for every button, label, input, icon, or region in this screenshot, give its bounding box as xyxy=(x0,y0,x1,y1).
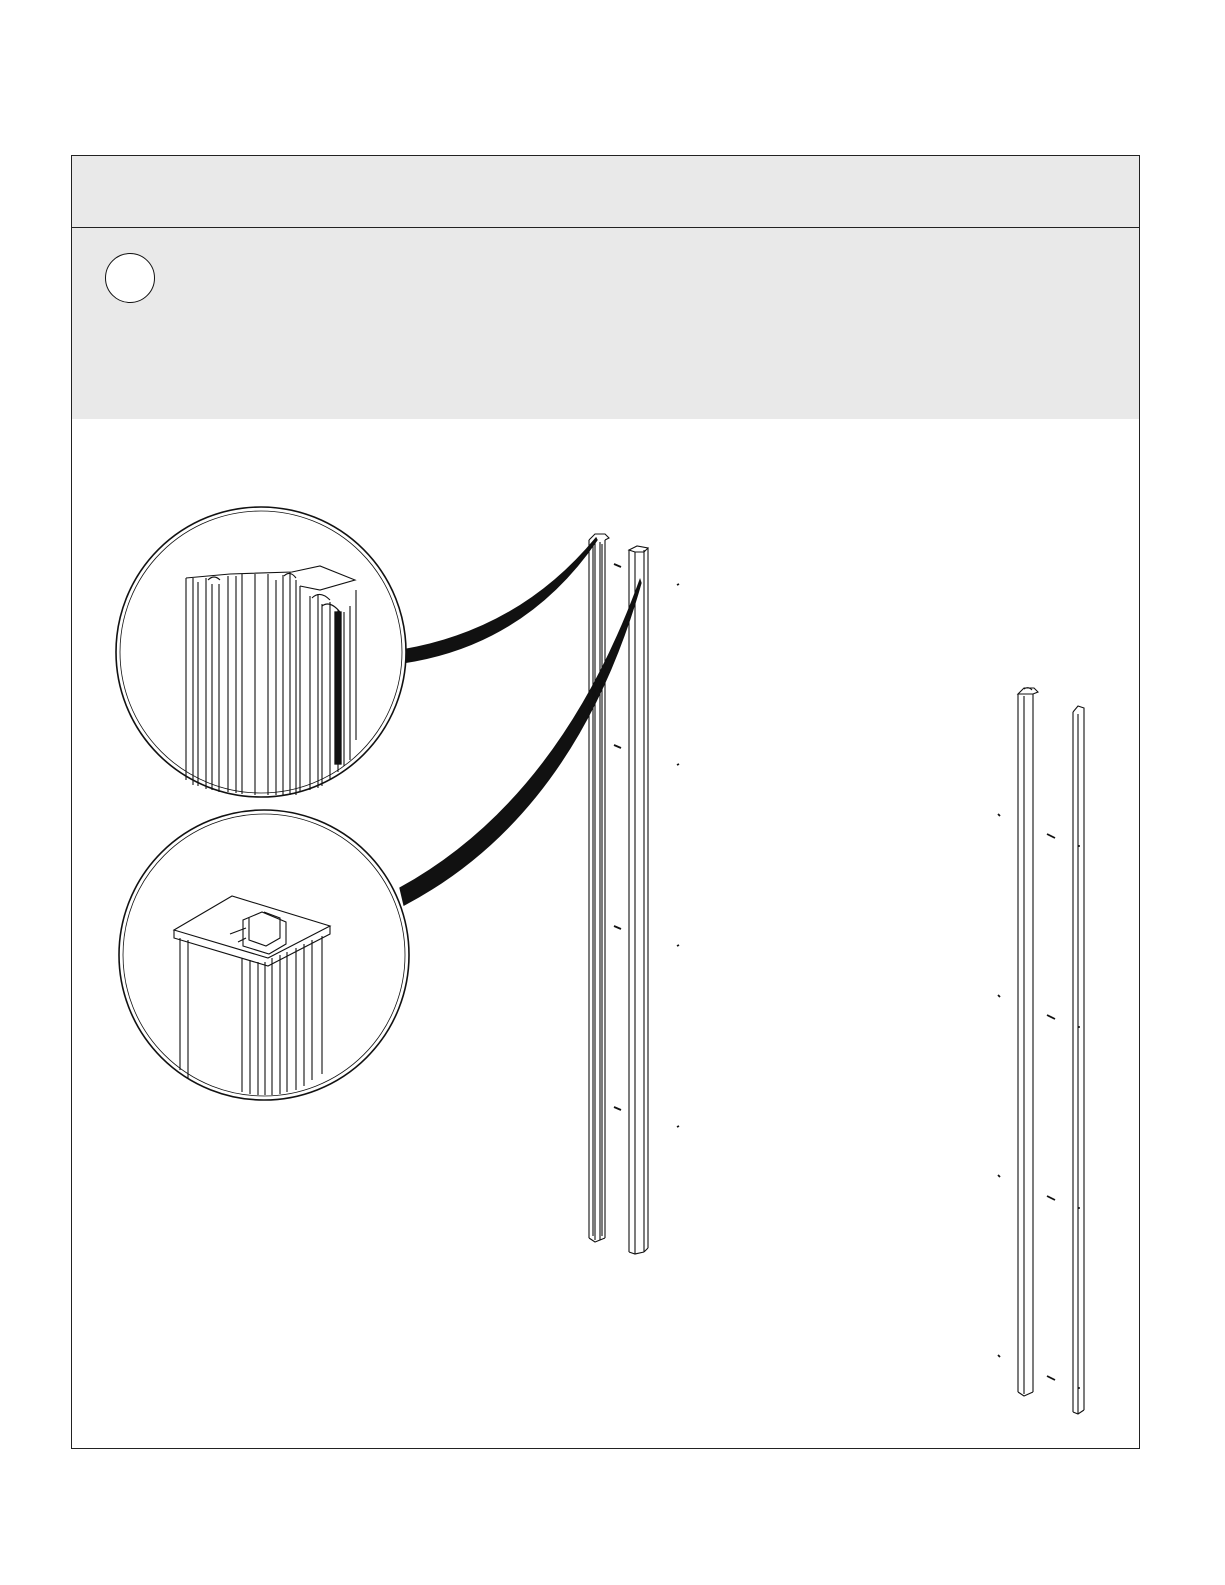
screw-icon xyxy=(998,814,1055,1380)
post-cap-detail xyxy=(119,810,409,1100)
box-post-left xyxy=(629,546,648,1254)
box-post-right xyxy=(1018,688,1038,1396)
channel-post-left xyxy=(589,534,609,1242)
profile-channel-detail xyxy=(116,507,406,797)
screw-icon xyxy=(614,564,679,1127)
leader-band-upper xyxy=(402,538,597,663)
channel-post-right xyxy=(1073,706,1084,1414)
